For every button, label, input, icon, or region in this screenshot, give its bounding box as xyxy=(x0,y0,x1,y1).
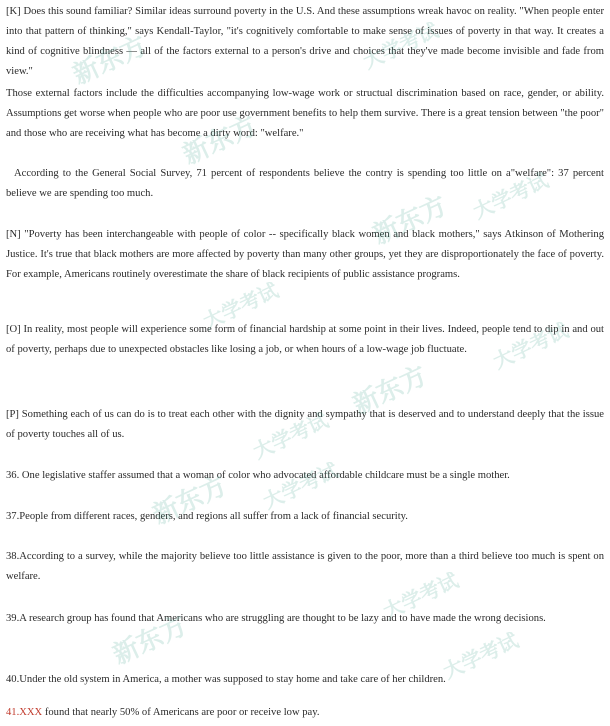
question-39: 39.A research group has found that Americans who are struggling are thought to be lazy and to have made the wrong decisions. xyxy=(6,613,546,624)
watermark-brand: 新东方 xyxy=(178,110,262,171)
paragraph-o: [O] In reality, most people will experience some form of financial hardship at some point in their lives. Indeed, people tend to dip in and out of poverty, perhaps due to unexpected obstacles like losing a job, or when hours of a low-wage job fluctuate. xyxy=(6,324,604,355)
paragraph-n: [N] "Poverty has been interchangeable with people of color -- specifically black women and black mothers," says Atkinson of Mothering Justice. It's true that black mothers are more affected by poverty than many other groups, yet they are disproportionately the face of poverty. For example, Americans routinely overestimate the share of black recipients of public assistance programs. xyxy=(6,229,604,280)
question-41-placeholder: 41.XXX xyxy=(6,707,43,718)
question-41-text: found that nearly 50% of Americans are poor or receive low pay. xyxy=(42,707,320,718)
watermark-brand: 新东方 xyxy=(108,610,192,671)
paragraph-k: [K] Does this sound familiar? Similar ideas surround poverty in the U.S. And these assumptions wreak havoc on reality. "When people enter into that pattern of thinking," says Kendall-Taylor, "it's cognitively comfortable to make sense of issues of poverty in that way. It creates a kind of cognitive blindness — all of the factors external to a person's drive and choices that they've made become invisible and fade from view." xyxy=(6,6,604,77)
question-38: 38.According to a survey, while the majority believe too little assistance is given to the poor, more than a third believe too much is spent on welfare. xyxy=(6,551,604,582)
question-36: 36. One legislative staffer assumed that a woman of color who advocated affordable childcare must be a single mother. xyxy=(6,470,510,481)
watermark-exam: 大学考试 xyxy=(489,318,572,374)
question-41 xyxy=(6,703,604,723)
question-37: 37.People from different races, genders, and regions all suffer from a lack of financial security. xyxy=(6,511,408,522)
question-40: 40.Under the old system in America, a mother was supposed to stay home and take care of her children. xyxy=(6,674,446,685)
watermark-brand: 新东方 xyxy=(348,360,432,421)
watermark-exam: 大学考试 xyxy=(379,568,462,624)
watermark-exam: 大学考试 xyxy=(439,628,522,684)
paragraph-p: [P] Something each of us can do is to treat each other with the dignity and sympathy that is deserved and to understand deeply that the issue of poverty touches all of us. xyxy=(6,409,604,440)
paragraph-k-continued: Those external factors include the difficulties accompanying low-wage work or structual discrimination based on race, gender, or ability. Assumptions get worse when people who are poor use government benefits to help them survive. There is a great tension between "the poor" and those who are receiving what has become a dirty word: "welfare." xyxy=(6,88,604,139)
watermark-brand: 新东方 xyxy=(68,30,152,91)
paragraph-survey: According to the General Social Survey, 71 percent of respondents believe the contry is spending too little on a"welfare": 37 percent believe we are spending too much. xyxy=(6,168,604,199)
watermark-exam: 大学考试 xyxy=(359,18,442,74)
watermark-exam: 大学考试 xyxy=(469,168,552,224)
watermark-exam: 大学考试 xyxy=(259,458,342,514)
watermark-exam: 大学考试 xyxy=(249,408,332,464)
watermark-brand: 新东方 xyxy=(368,190,452,251)
watermark-brand: 新东方 xyxy=(148,470,232,531)
watermark-exam: 大学考试 xyxy=(199,278,282,334)
